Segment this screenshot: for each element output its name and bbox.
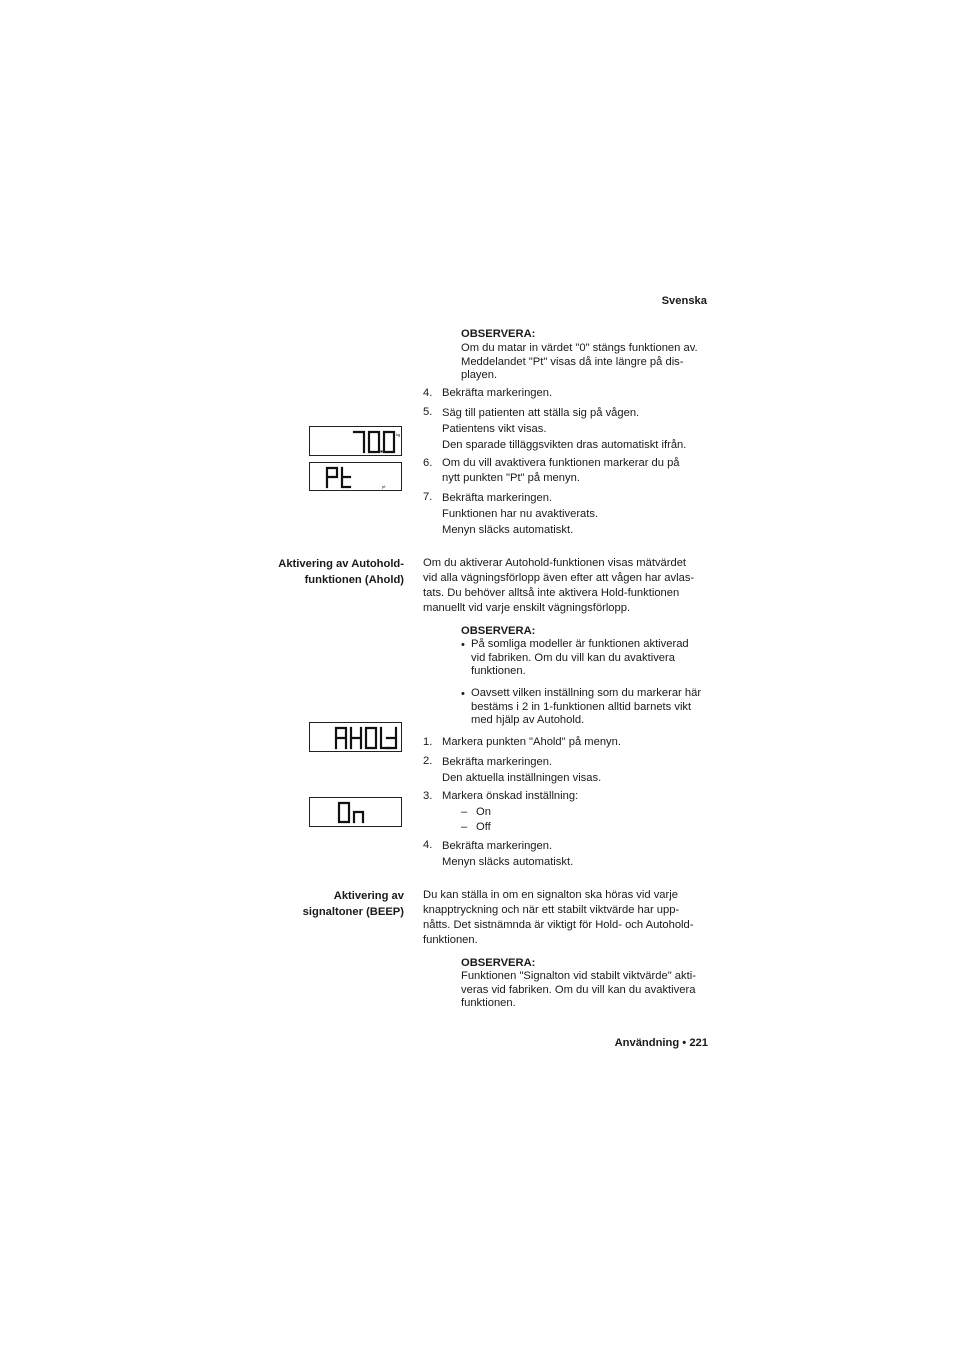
bullet-marker: • [461, 639, 465, 651]
display-ahold [309, 722, 402, 752]
step-number: 4. [423, 839, 433, 851]
page-footer: Användning • 221 [614, 1037, 708, 1049]
step-number: 1. [423, 736, 433, 748]
note-text: Om du matar in värdet "0" stängs funktionen av. Meddelandet "Pt" visas då inte längre på dis- playen. [461, 342, 698, 381]
display-on [309, 797, 402, 827]
bullet-text: Oavsett vilken inställning som du markerar här bestäms i 2 in 1-funktionen alltid barnets vikt med hjälp av Autohold. [471, 687, 702, 726]
step-number: 2. [423, 755, 433, 767]
step-text: Markera punkten "Ahold" på menyn. [442, 736, 621, 748]
lcd-digits-weight [310, 427, 401, 455]
note-text: Funktionen "Signalton vid stabilt viktvärde" akti- veras vid fabriken. Om du vill kan du avaktivera funktionen. [461, 970, 696, 1009]
step-number: 4. [423, 387, 433, 399]
display-pt [309, 462, 402, 491]
dash-marker: – [461, 821, 468, 833]
step-number: 7. [423, 491, 433, 503]
lcd-digits-pt [310, 463, 401, 490]
step-text: Bekräfta markeringen. Funktionen har nu avaktiverats. Menyn släcks automatiskt. [442, 492, 599, 536]
lcd-digits-on [310, 798, 401, 826]
step-text: Bekräfta markeringen. Den aktuella inställningen visas. [442, 756, 602, 784]
note-title: OBSERVERA: [461, 328, 536, 340]
step-text: Bekräfta markeringen. Menyn släcks automatiskt. [442, 840, 574, 868]
note-title: OBSERVERA: [461, 957, 536, 969]
step-number: 3. [423, 790, 433, 802]
step-text: Säg till patienten att ställa sig på vågen. Patientens vikt visas. Den sparade tilläggsvikten dras automatiskt ifrån. [442, 407, 687, 451]
section-heading-beep: Aktivering av signaltoner (BEEP) [302, 890, 404, 918]
note-title: OBSERVERA: [461, 625, 536, 637]
svg-text:pt: pt [382, 484, 386, 489]
step-text: Markera önskad inställning: [442, 790, 579, 802]
bullet-marker: • [461, 688, 465, 700]
step-number: 6. [423, 457, 433, 469]
option-on: On [476, 806, 491, 818]
lcd-digits-ahold [310, 723, 401, 751]
section-intro-beep: Du kan ställa in om en signalton ska höras vid varje knapptryckning och när ett stabilt viktvärde har upp- nåtts. Det sistnämnda är viktigt för Hold- och Autohold- funktionen. [423, 889, 694, 946]
dash-marker: – [461, 806, 468, 818]
step-text: Bekräfta markeringen. [442, 387, 553, 399]
step-number: 5. [423, 406, 433, 418]
language-header: Svenska [661, 295, 707, 307]
section-heading-ahold: Aktivering av Autohold- funktionen (Ahold) [278, 558, 404, 586]
svg-text:kg: kg [396, 432, 401, 437]
option-off: Off [476, 821, 491, 833]
display-weight [309, 426, 402, 456]
step-text: Om du vill avaktivera funktionen markerar du på nytt punkten "Pt" på menyn. [442, 457, 680, 484]
section-intro-ahold: Om du aktiverar Autohold-funktionen visas mätvärdet vid alla vägningsförlopp även efter att vågen har avlas- tats. Du behöver alltså inte aktivera Hold-funktionen manuellt vid varje enskilt vägningsförlopp. [423, 557, 695, 614]
bullet-text: På somliga modeller är funktionen aktiverad vid fabriken. Om du vill kan du avaktivera funktionen. [471, 638, 689, 677]
